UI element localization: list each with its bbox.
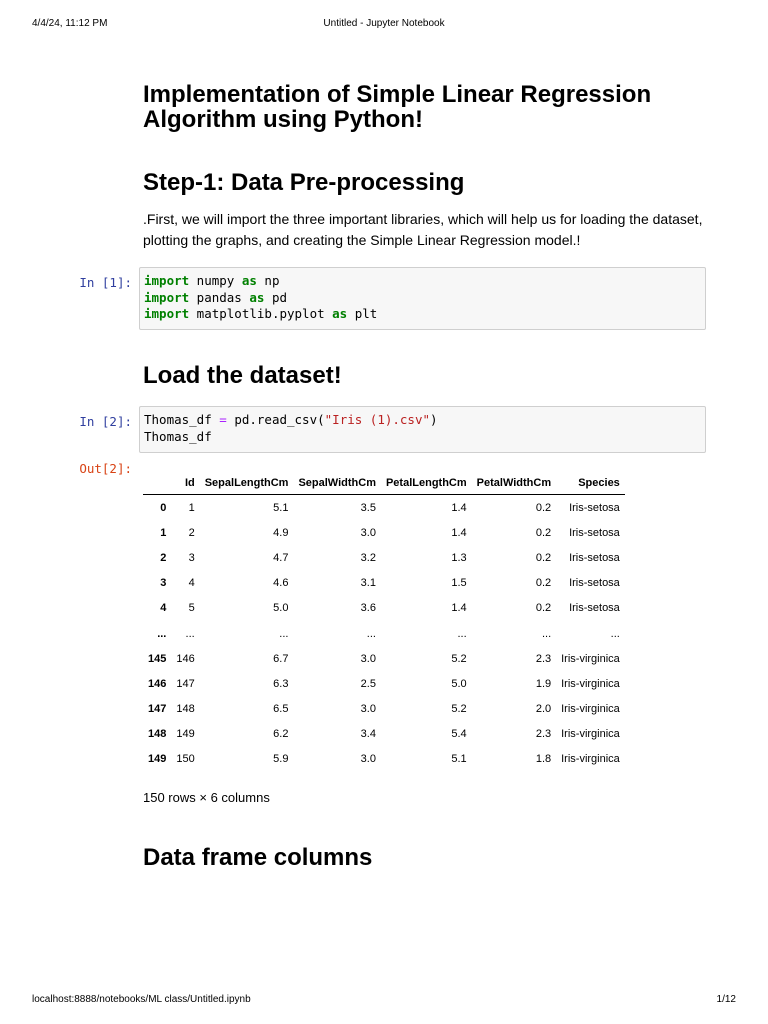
table-cell: Iris-setosa xyxy=(569,501,620,514)
table-row xyxy=(143,747,625,772)
columns-heading: Data frame columns xyxy=(143,844,373,871)
code-line: import numpy as np xyxy=(144,273,280,288)
table-cell: ... xyxy=(366,627,376,640)
code-line: Thomas_df = pd.read_csv("Iris (1).csv") xyxy=(144,412,438,427)
row-index: 148 xyxy=(148,728,167,741)
column-header: PetalWidthCm xyxy=(472,472,556,495)
column-header: Id xyxy=(171,472,199,495)
table-cell: 148 xyxy=(176,703,195,716)
table-cell: 0.2 xyxy=(535,501,552,514)
table-row xyxy=(143,571,625,596)
table-cell: 3.0 xyxy=(360,526,376,539)
table-cell: ... xyxy=(541,627,552,640)
table-cell: ... xyxy=(279,627,289,640)
column-header: SepalLengthCm xyxy=(200,472,294,495)
print-page-number: 1/12 xyxy=(716,994,736,1005)
table-cell: 5.0 xyxy=(451,677,467,690)
table-cell: 149 xyxy=(176,728,195,741)
table-cell: 6.5 xyxy=(273,703,289,716)
print-header xyxy=(0,18,768,32)
table-cell: 5.4 xyxy=(451,728,467,741)
table-cell: 3.2 xyxy=(360,551,376,564)
table-row xyxy=(143,596,625,621)
table-cell: 1.8 xyxy=(535,753,552,766)
code-line: import matplotlib.pyplot as plt xyxy=(144,306,378,321)
code-cell-imports[interactable] xyxy=(139,267,706,330)
table-cell: 2.0 xyxy=(535,703,552,716)
print-date: 4/4/24, 11:12 PM xyxy=(32,18,108,29)
row-index: 4 xyxy=(160,602,167,615)
notebook-title: Implementation of Simple Linear Regression Algorithm using Python! xyxy=(143,81,652,133)
dataframe-table xyxy=(143,472,625,772)
table-cell: 1.5 xyxy=(451,577,467,590)
table-row xyxy=(143,495,625,521)
table-cell: 150 xyxy=(176,753,195,766)
table-cell: 1.4 xyxy=(451,501,467,514)
table-row xyxy=(143,722,625,747)
table-cell: 6.2 xyxy=(273,728,289,741)
table-row xyxy=(143,621,625,646)
table-cell: 3.0 xyxy=(360,753,376,766)
column-header: SepalWidthCm xyxy=(293,472,381,495)
table-cell: Iris-virginica xyxy=(561,728,620,741)
table-cell: Iris-virginica xyxy=(561,652,620,665)
table-cell: 0.2 xyxy=(535,551,552,564)
step1-heading: Step-1: Data Pre-processing xyxy=(143,169,465,196)
cell2-prompt: In [2]: xyxy=(79,414,132,429)
table-cell: Iris-virginica xyxy=(561,677,620,690)
table-cell: 3.4 xyxy=(360,728,376,741)
table-cell: 147 xyxy=(176,677,195,690)
row-index: 145 xyxy=(148,652,167,665)
row-index: 146 xyxy=(148,677,167,690)
table-cell: 4.9 xyxy=(273,526,289,539)
table-header-row xyxy=(143,472,625,495)
table-cell: 146 xyxy=(176,652,195,665)
table-cell: ... xyxy=(185,627,195,640)
table-cell: 4.7 xyxy=(273,551,289,564)
row-index: 1 xyxy=(160,526,167,539)
table-cell: Iris-setosa xyxy=(569,602,620,615)
print-url: localhost:8888/notebooks/ML class/Untitled.ipynb xyxy=(32,994,251,1005)
table-cell: 1.9 xyxy=(535,677,552,690)
table-row xyxy=(143,697,625,722)
row-index: 2 xyxy=(160,551,167,564)
table-cell: 5 xyxy=(188,602,195,615)
table-cell: Iris-setosa xyxy=(569,577,620,590)
code-cell-load[interactable] xyxy=(139,406,706,453)
table-cell: 3.0 xyxy=(360,652,376,665)
code-line: import pandas as pd xyxy=(144,289,288,305)
column-header: PetalLengthCm xyxy=(381,472,472,495)
print-footer xyxy=(0,994,768,1008)
table-cell: Iris-virginica xyxy=(561,753,620,766)
cell1-prompt: In [1]: xyxy=(79,275,132,290)
table-cell: 1.4 xyxy=(451,602,467,615)
dataframe-shape-note: 150 rows × 6 columns xyxy=(143,790,270,805)
row-index: 3 xyxy=(160,577,167,590)
code-line: Thomas_df xyxy=(144,428,212,444)
step1-paragraph: .First, we will import the three important libraries, which will help us for loading the dataset, plotting the graphs, and creating the Simple Linear Regression model.! xyxy=(143,211,703,248)
column-header xyxy=(143,472,171,495)
table-cell: 1.3 xyxy=(451,551,467,564)
table-cell: 5.2 xyxy=(451,652,467,665)
table-cell: 2.3 xyxy=(535,652,552,665)
table-cell: 0.2 xyxy=(535,577,552,590)
table-row xyxy=(143,671,625,696)
table-cell: 3.1 xyxy=(360,577,376,590)
table-cell: Iris-setosa xyxy=(569,551,620,564)
table-cell: 0.2 xyxy=(535,602,552,615)
table-cell: 5.1 xyxy=(451,753,467,766)
table-cell: 3 xyxy=(188,551,195,564)
table-cell: 3.6 xyxy=(360,602,376,615)
table-cell: 6.3 xyxy=(273,677,289,690)
table-cell: 2.3 xyxy=(535,728,552,741)
table-row xyxy=(143,545,625,570)
table-cell: 3.5 xyxy=(360,501,376,514)
column-header: Species xyxy=(556,472,625,495)
table-cell: 1 xyxy=(188,501,195,514)
row-index: ... xyxy=(157,627,167,640)
load-dataset-heading: Load the dataset! xyxy=(143,362,342,389)
row-index: 149 xyxy=(148,753,167,766)
table-cell: 2 xyxy=(188,526,195,539)
print-title: Untitled - Jupyter Notebook xyxy=(323,18,445,29)
table-cell: 2.5 xyxy=(360,677,376,690)
table-cell: 4.6 xyxy=(273,577,289,590)
table-cell: 5.9 xyxy=(273,753,289,766)
table-cell: ... xyxy=(457,627,467,640)
table-cell: 0.2 xyxy=(535,526,552,539)
table-row xyxy=(143,646,625,671)
table-cell: Iris-setosa xyxy=(569,526,620,539)
table-cell: 5.2 xyxy=(451,703,467,716)
row-index: 147 xyxy=(148,703,167,716)
table-cell: ... xyxy=(610,627,620,640)
out2-prompt: Out[2]: xyxy=(79,461,132,476)
table-cell: 3.0 xyxy=(360,703,376,716)
table-cell: 1.4 xyxy=(451,526,467,539)
table-cell: 5.1 xyxy=(273,501,289,514)
table-cell: 6.7 xyxy=(273,652,289,665)
table-cell: 5.0 xyxy=(273,602,289,615)
table-cell: 4 xyxy=(188,577,195,590)
table-row xyxy=(143,520,625,545)
table-cell: Iris-virginica xyxy=(561,703,620,716)
row-index: 0 xyxy=(160,501,167,514)
